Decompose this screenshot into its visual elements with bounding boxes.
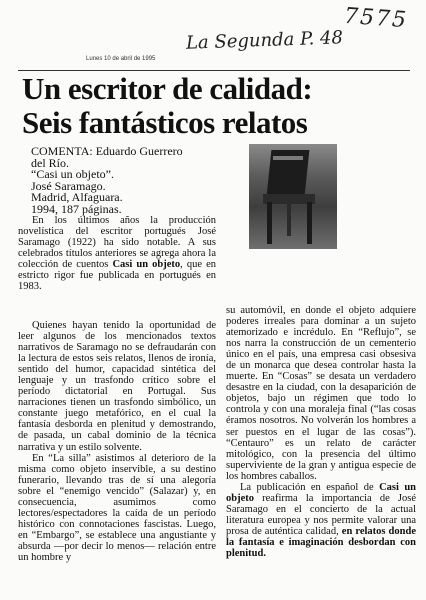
paragraph-style: Quienes hayan tenido la oportunidad de leer algunos de los mencionados textos narrativos de Saramago no se defraudarán con la lectura de estos seis relatos, llenos de ironía, sentido del humor, capacidad sintética del lenguaje y un trasfondo crítico sobre el período dictatorial en Portugal. Sus narraciones tienen un trasfondo simbólico, un constante juego metafórico, en el cual la fantasía desborda en plenitud y demostrando, de pasada, un cabal dominio de la técnica narrativa y un estilo solvente. [18,320,216,453]
credits-line: “Casi un objeto”. [31,167,114,181]
book-cover-photo [249,144,337,249]
chair-leg-shape [287,204,291,236]
chair-leg-shape [267,202,272,244]
credits-line: Madrid, Alfaguara. [31,190,123,204]
paragraph-conclusion [226,482,416,559]
paragraph-la-silla: En “La silla” asistimos al deterioro de la misma como objeto inservible, a su destino funerario, llevando tras de sí una alegoría sobre el “enemigo vencido” (Salazar) y, en consecuencia, asumimos como lectores/espectadores la caída de un período histórico con connotaciones fascistas. Luego, en “Embargo”, se establece una angustiante y absurda —por decir lo menos— relación entre un hombre y [18,452,216,563]
book-credits [31,146,216,215]
closing-bold-phrase: en relatos donde la fantasía e imaginación desbordan con plenitud. [226,525,416,560]
text-run: En los últimos años la producción novelística del escritor portugués José Saramago (1922) ha sido notable. A sus celebrados títulos anteriores se agrega ahora la colección de cuentos [18,215,216,271]
paragraph-intro [18,215,216,292]
headline-line-1: Un escritor de calidad: [22,71,313,106]
headline-line-2: Seis fantásticos relatos [22,105,308,140]
credits-line: del Río. [31,155,69,170]
text-run: , que en estricto rigor fue publicada en portugués en 1983. [18,259,216,293]
credits-line: José Saramago. [31,178,106,193]
text-run: La publicación en español de [240,481,380,493]
handwritten-source-note: La Segunda P. 48 [185,27,344,54]
cover-title-band [273,156,303,160]
left-column-body [18,320,216,563]
credits-line: COMENTA: Eduardo Guerrero [31,144,183,158]
text-run: reafirma la importancia de José Saramago en el concierto de la actual literatura europea y nos permite valorar una prosa de auténtica calidad, [226,492,416,537]
chair-leg-shape [307,202,312,244]
credits-line: 1994, 187 páginas. [31,201,122,216]
handwritten-archive-number: 7575 [343,3,409,34]
book-title-bold: Casi un objeto [226,481,416,504]
right-column-body [226,305,416,559]
paragraph-stories: su automóvil, en donde el objeto adquiere poderes irreales para dominar a un sujeto atemorizado e incrédulo. En “Reflujo”, se nos narra la construcción de un cementerio único en el país, una empresa casi obsesiva de un monarca que desea controlar hasta la muerte. En “Cosas” se desata un verdadero desastre en la ciudad, con la desaparición de objetos, bajo un régimen que todo lo controla y con una moraleja final (“las cosas éramos nosotros. No volverán los hombres a ser puestos en el lugar de las cosas”). “Centauro” es un relato de carácter mitológico, con la presencia del último superviviente de la gran y antigua especie de los hombres caballos. [226,305,416,482]
book-title-bold: Casi un objeto [112,259,181,271]
dateline: Lunes 10 de abril de 1995 [86,56,156,62]
